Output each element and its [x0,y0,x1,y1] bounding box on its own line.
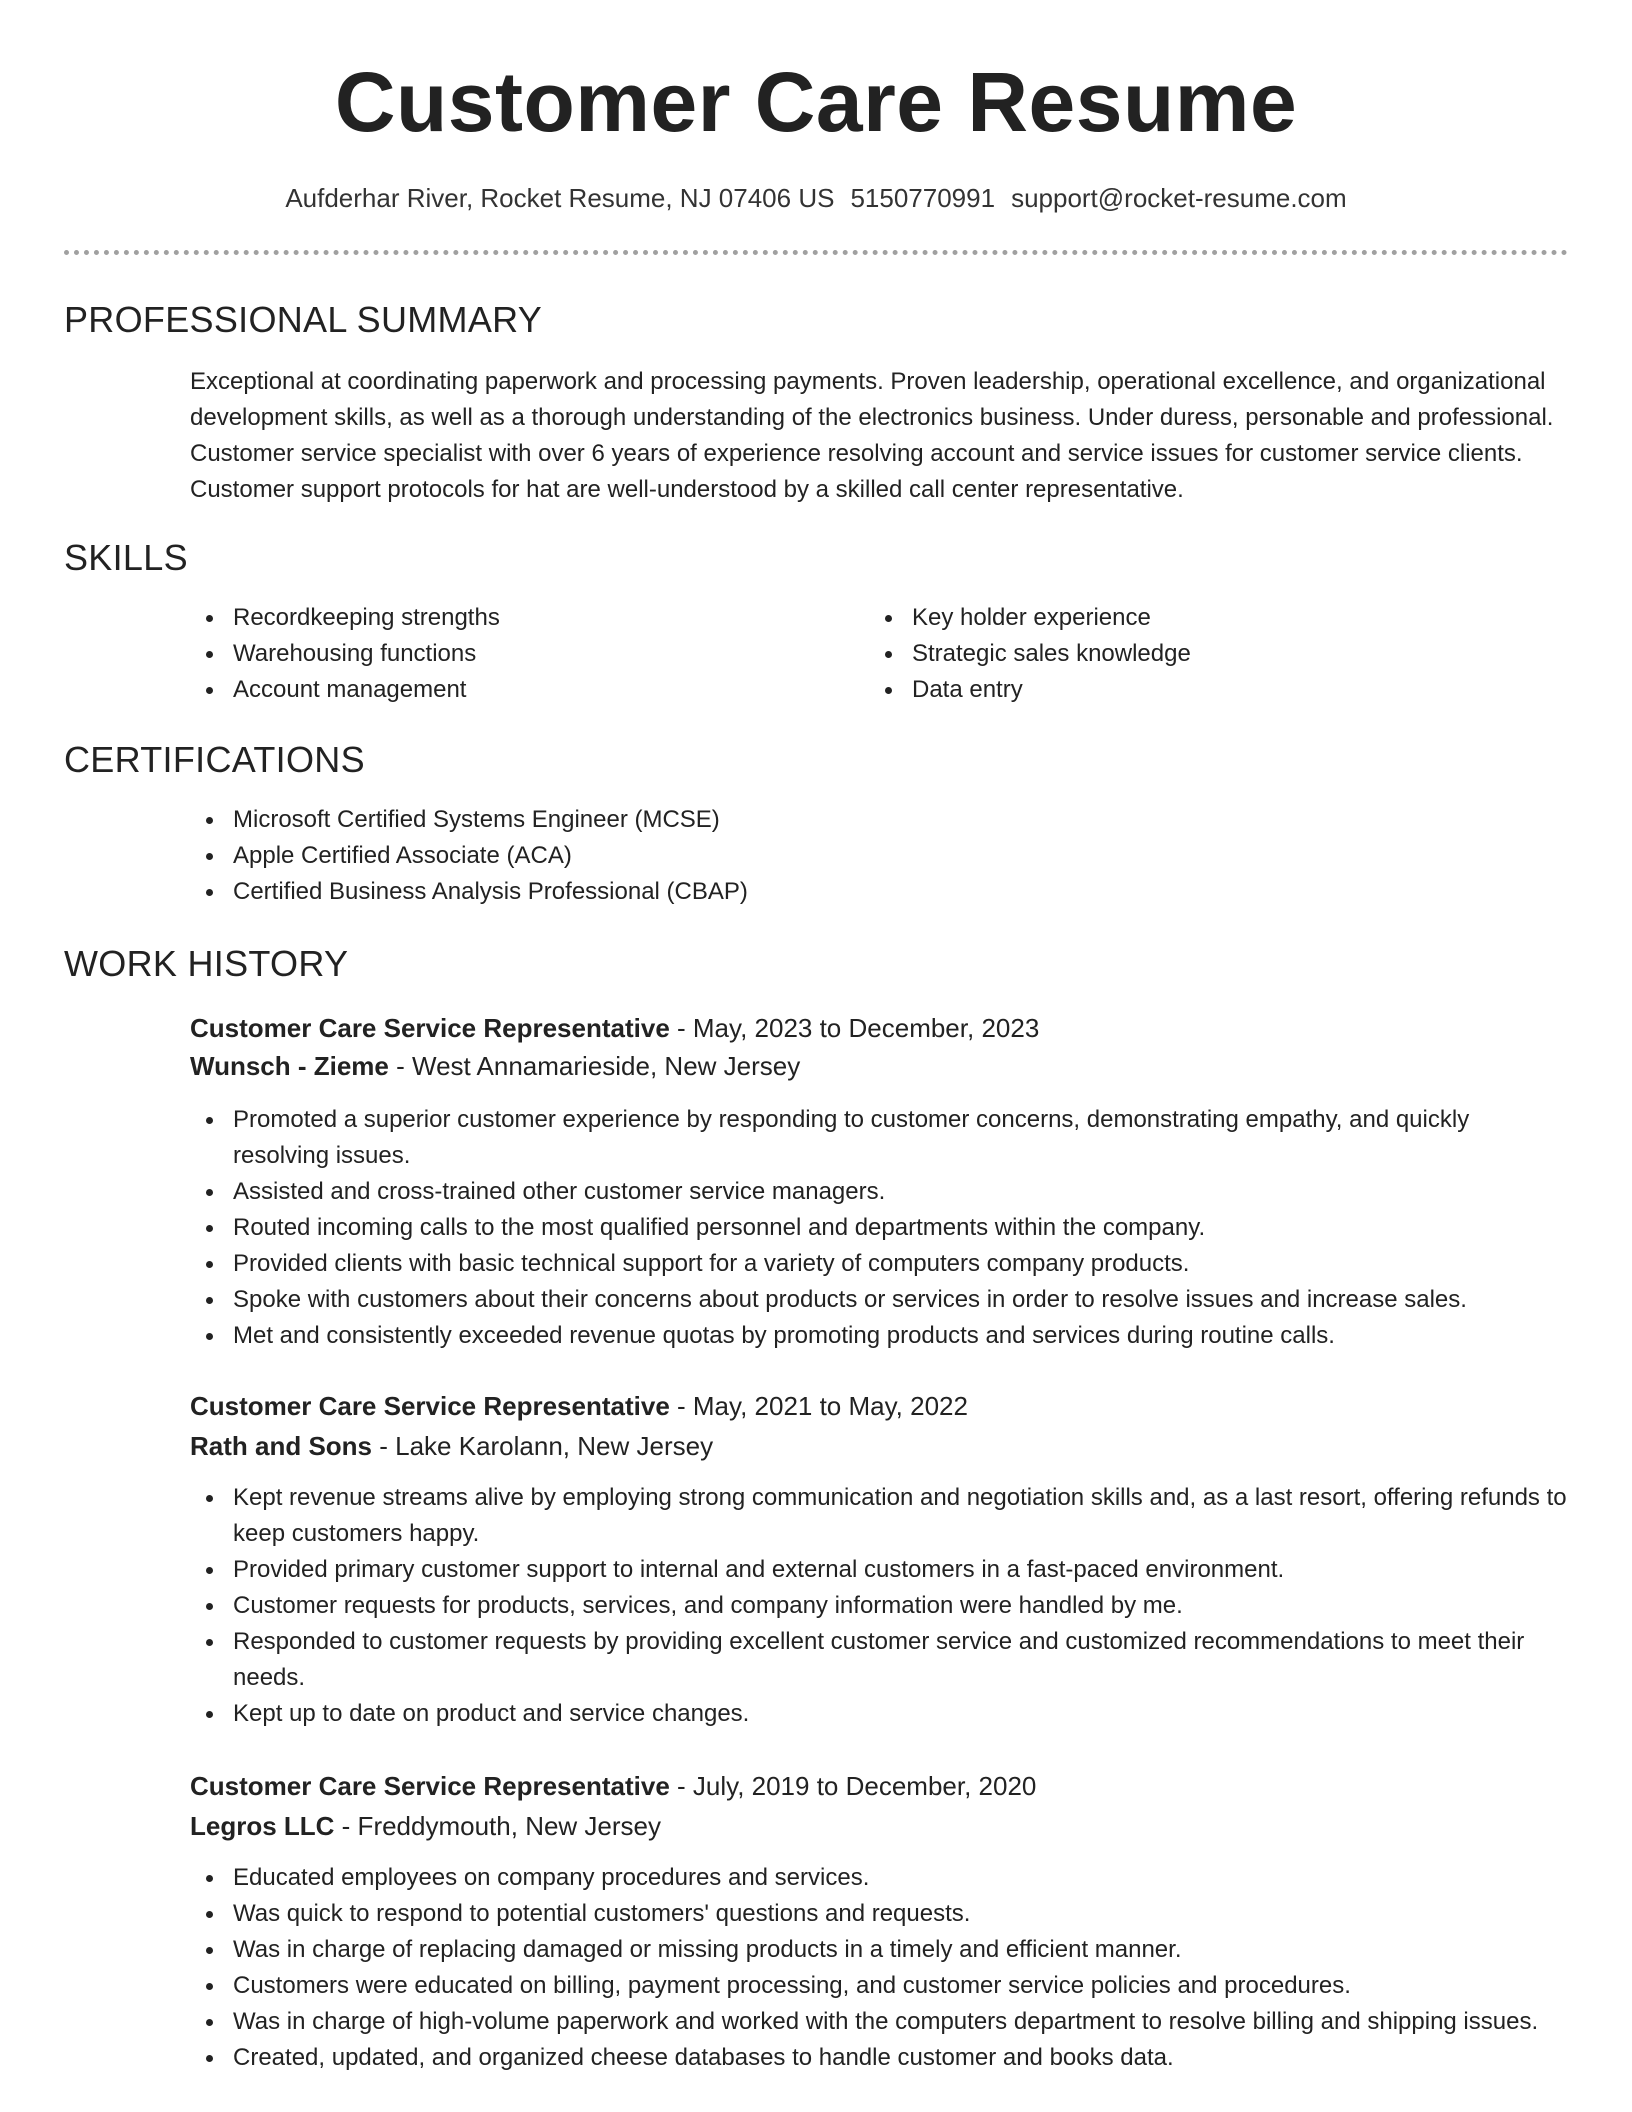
job-bullet: Kept up to date on product and service changes. [190,1696,1570,1732]
section-title-work-history: WORK HISTORY [64,943,349,984]
job-title-line [190,1010,1039,1046]
job-bullet: Customers were educated on billing, payment processing, and customer service policies and procedures. [190,1968,1570,2004]
header-divider [64,250,1568,255]
job-company: Legros LLC [190,1811,335,1841]
skills-list-left [190,600,790,708]
job-bullet: Routed incoming calls to the most qualified personnel and departments within the company. [190,1210,1570,1246]
job-company-line [190,1808,661,1844]
contact-phone: 5150770991 [850,183,996,213]
job-bullets [190,1480,1570,1732]
skill-item: Key holder experience [869,600,1469,636]
job-dates: - May, 2021 to May, 2022 [669,1391,968,1421]
job-bullet: Created, updated, and organized cheese databases to handle customer and books data. [190,2040,1570,2076]
job-bullet: Was in charge of replacing damaged or missing products in a timely and efficient manner. [190,1932,1570,1968]
skill-item: Recordkeeping strengths [190,600,790,636]
job-bullet: Met and consistently exceeded revenue quotas by promoting products and services during routine calls. [190,1318,1570,1354]
job-location: - Freddymouth, New Jersey [334,1811,662,1841]
job-bullet: Customer requests for products, services, and company information were handled by me. [190,1588,1570,1624]
resume-title: Customer Care Resume [334,55,1298,149]
skill-item: Strategic sales knowledge [869,636,1469,672]
skill-item: Warehousing functions [190,636,790,672]
job-bullet: Promoted a superior customer experience by responding to customer concerns, demonstrating empathy, and quickly resolving issues. [190,1102,1570,1174]
job-company: Wunsch - Zieme [190,1051,389,1081]
job-title: Customer Care Service Representative [190,1391,670,1421]
job-bullet: Educated employees on company procedures and services. [190,1860,1570,1896]
certification-item: Certified Business Analysis Professional (CBAP) [190,874,1490,910]
job-title: Customer Care Service Representative [190,1771,670,1801]
job-title-line [190,1388,968,1424]
section-title-skills: SKILLS [64,537,188,578]
certification-item: Apple Certified Associate (ACA) [190,838,1490,874]
skill-item: Account management [190,672,790,708]
job-bullet: Spoke with customers about their concerns about products or services in order to resolve issues and increase sales. [190,1282,1570,1318]
summary-text: Exceptional at coordinating paperwork and processing payments. Proven leadership, operational excellence, and organizational development skills, as well as a thorough understanding of the electronics business. Under duress, personable and professional. Customer service specialist with over 6 years of experience resolving account and service issues for customer service clients. Customer support protocols for hat are well-understood by a skilled call center representative. [190,368,1554,503]
job-bullet: Responded to customer requests by providing excellent customer service and customized recommendations to meet their needs. [190,1624,1570,1696]
job-dates: - May, 2023 to December, 2023 [669,1013,1040,1043]
job-location: - West Annamarieside, New Jersey [388,1051,801,1081]
skills-list-right [869,600,1469,708]
job-bullets [190,1860,1570,2076]
section-title-summary: PROFESSIONAL SUMMARY [64,299,543,340]
job-company-line [190,1048,800,1084]
contact-line [0,180,1632,216]
job-bullet: Was in charge of high-volume paperwork and worked with the computers department to resolve billing and shipping issues. [190,2004,1570,2040]
job-company: Rath and Sons [190,1431,373,1461]
job-bullet: Was quick to respond to potential customers' questions and requests. [190,1896,1570,1932]
job-dates: - July, 2019 to December, 2020 [669,1771,1037,1801]
skill-item: Data entry [869,672,1469,708]
job-bullet: Kept revenue streams alive by employing strong communication and negotiation skills and, as a last resort, offering refunds to keep customers happy. [190,1480,1570,1552]
job-bullet: Provided clients with basic technical support for a variety of computers company products. [190,1246,1570,1282]
contact-email: support@rocket-resume.com [1011,183,1347,213]
section-title-certifications: CERTIFICATIONS [64,739,365,780]
job-title-line [190,1768,1036,1804]
job-bullets [190,1102,1570,1354]
job-company-line [190,1428,713,1464]
job-bullet: Provided primary customer support to internal and external customers in a fast-paced environment. [190,1552,1570,1588]
job-bullet: Assisted and cross-trained other customer service managers. [190,1174,1570,1210]
job-title: Customer Care Service Representative [190,1013,670,1043]
contact-address: Aufderhar River, Rocket Resume, NJ 07406 US [285,183,835,213]
job-location: - Lake Karolann, New Jersey [372,1431,714,1461]
certifications-list [190,802,1490,910]
certification-item: Microsoft Certified Systems Engineer (MCSE) [190,802,1490,838]
